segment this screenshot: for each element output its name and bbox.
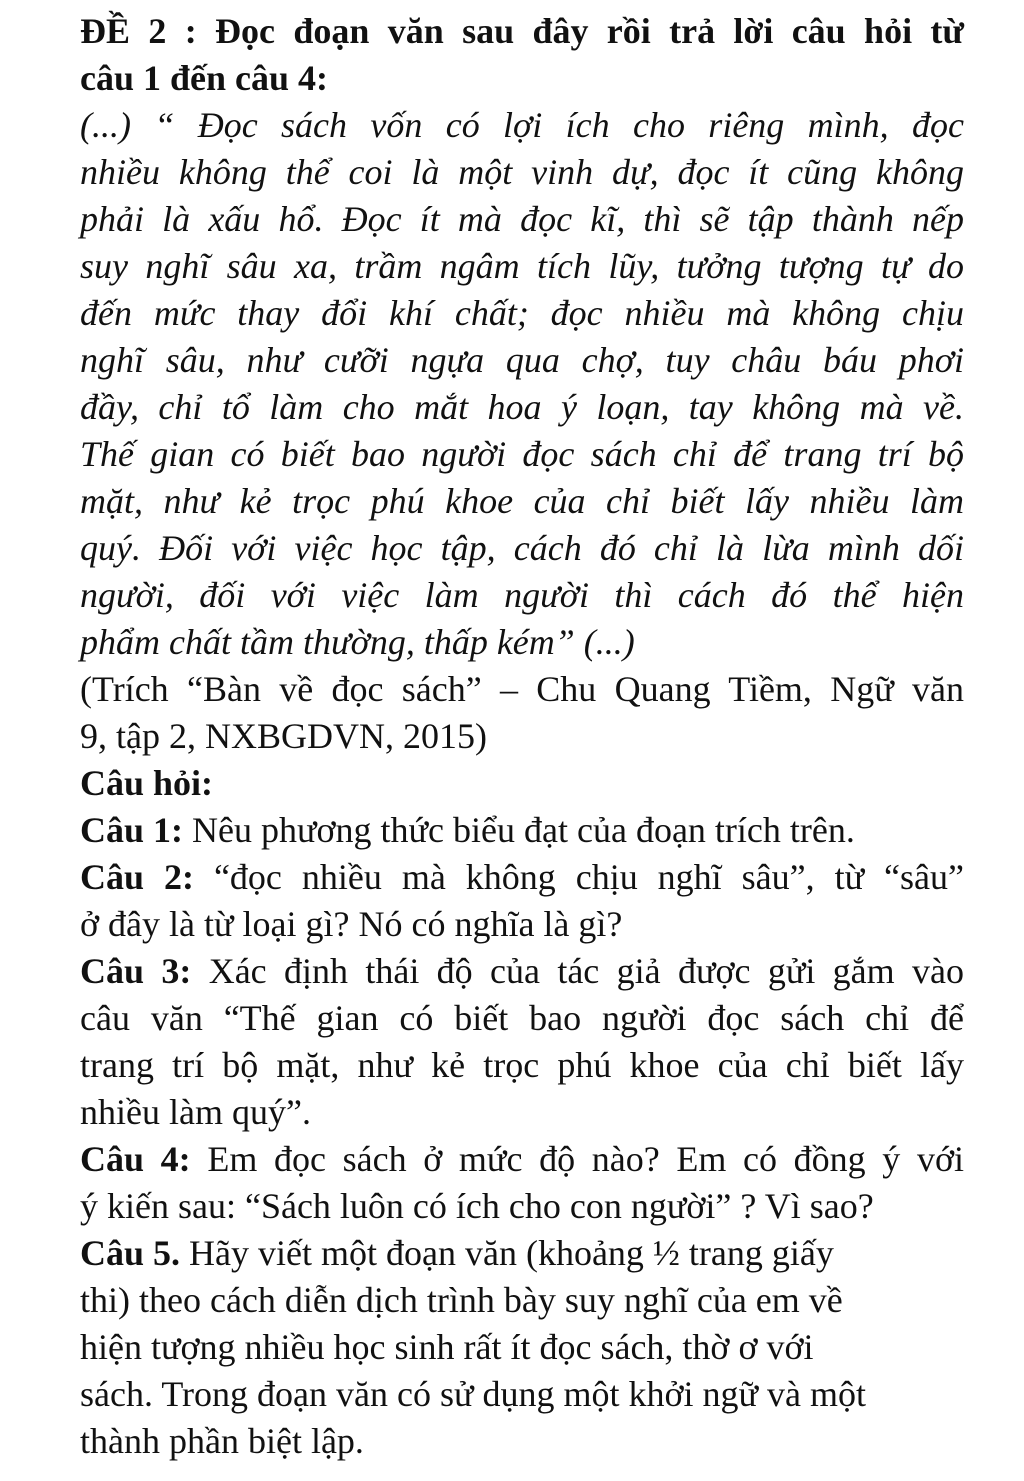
- question-text: “đọc nhiều mà không chịu nghĩ sâu”, từ “sâu”: [193, 857, 965, 897]
- question-line: trang trí bộ mặt, như kẻ trọc phú khoe của chỉ biết lấy: [80, 1045, 964, 1085]
- question-1: [80, 807, 964, 854]
- passage-line: (...) “ Đọc sách vốn có lợi ích cho riêng mình, đọc: [80, 105, 964, 145]
- questions-heading: Câu hỏi:: [80, 763, 214, 803]
- question-4: [80, 1136, 964, 1230]
- passage-line: quý. Đối với việc học tập, cách đó chỉ là lừa mình dối: [80, 528, 964, 568]
- question-list: [80, 807, 964, 1465]
- question-5: [80, 1230, 964, 1465]
- citation-line: (Trích “Bàn về đọc sách” – Chu Quang Tiềm, Ngữ văn: [80, 669, 964, 709]
- question-text: Em đọc sách ở mức độ nào? Em có đồng ý với: [190, 1139, 964, 1179]
- passage-line: người, đối với việc làm người thì cách đó thể hiện: [80, 575, 964, 615]
- exam-page: [80, 8, 964, 1465]
- question-line: thành phần biệt lập.: [80, 1421, 364, 1461]
- question-line: [80, 854, 964, 901]
- passage-line: nghĩ sâu, như cưỡi ngựa qua chợ, tuy châu báu phơi: [80, 340, 964, 380]
- question-line: [80, 948, 964, 995]
- citation-line: 9, tập 2, NXBGDVN, 2015): [80, 716, 487, 756]
- passage-line: đầy, chỉ tổ làm cho mắt hoa ý loạn, tay không mà về.: [80, 387, 964, 427]
- passage-line: suy nghĩ sâu xa, trầm ngâm tích lũy, tưởng tượng tự do: [80, 246, 964, 286]
- question-line: nhiều làm quý”.: [80, 1092, 311, 1132]
- question-label: Câu 3:: [80, 951, 192, 991]
- passage-line: đến mức thay đổi khí chất; đọc nhiều mà không chịu: [80, 293, 964, 333]
- question-line: ở đây là từ loại gì? Nó có nghĩa là gì?: [80, 904, 623, 944]
- exam-instruction: câu 1 đến câu 4:: [80, 58, 329, 98]
- question-line: [80, 807, 964, 854]
- question-line: [80, 1136, 964, 1183]
- question-text: Xác định thái độ của tác giả được gửi gắm vào: [191, 951, 964, 991]
- question-label: Câu 4:: [80, 1139, 191, 1179]
- question-line: hiện tượng nhiều học sinh rất ít đọc sách, thờ ơ với: [80, 1327, 814, 1367]
- question-label: Câu 2:: [80, 857, 194, 897]
- question-line: câu văn “Thế gian có biết bao người đọc sách chỉ để: [80, 998, 964, 1038]
- question-label: Câu 1:: [80, 810, 184, 850]
- source-citation: [80, 666, 964, 760]
- exam-title: ĐỀ 2 : Đọc đoạn văn sau đây rồi trả lời câu hỏi từ: [80, 11, 964, 51]
- passage-line: mặt, như kẻ trọc phú khoe của chỉ biết lấy nhiều làm: [80, 481, 964, 521]
- question-line: sách. Trong đoạn văn có sử dụng một khởi ngữ và một: [80, 1374, 867, 1414]
- question-line: ý kiến sau: “Sách luôn có ích cho con người” ? Vì sao?: [80, 1186, 874, 1226]
- question-text: Hãy viết một đoạn văn (khoảng ½ trang giấy: [180, 1233, 834, 1273]
- question-3: [80, 948, 964, 1136]
- passage-line: phẩm chất tầm thường, thấp kém” (...): [80, 622, 635, 662]
- reading-passage: [80, 102, 964, 666]
- question-label: Câu 5.: [80, 1233, 181, 1273]
- passage-line: nhiều không thể coi là một vinh dự, đọc ít cũng không: [80, 152, 964, 192]
- passage-line: phải là xấu hổ. Đọc ít mà đọc kĩ, thì sẽ tập thành nếp: [80, 199, 964, 239]
- question-2: [80, 854, 964, 948]
- question-line: thi) theo cách diễn dịch trình bày suy nghĩ của em về: [80, 1280, 843, 1320]
- question-text: Nêu phương thức biểu đạt của đoạn trích trên.: [183, 810, 855, 850]
- question-line: [80, 1230, 964, 1277]
- passage-line: Thế gian có biết bao người đọc sách chỉ để trang trí bộ: [80, 434, 964, 474]
